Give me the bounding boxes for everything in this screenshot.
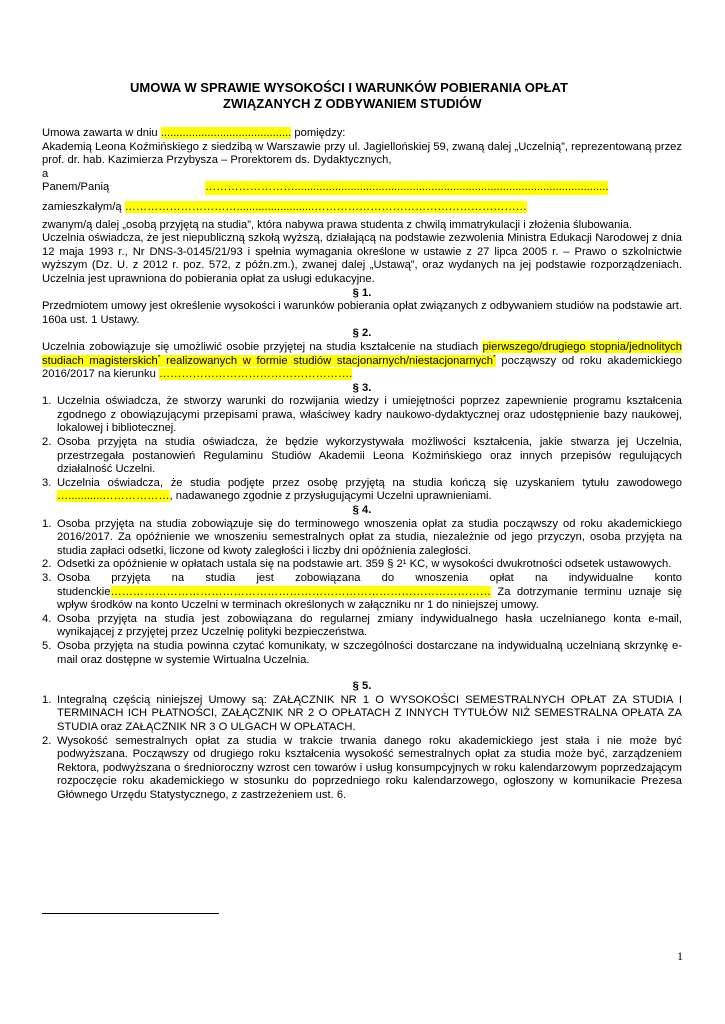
section-5-list [42,694,682,803]
document-title [130,80,670,112]
list-item: 3. Uczelnia oświadcza, że studia podjęte przez osobę przyjętą na studia kończą się uzyskaniem tytułu zawodowego …...........………………, nadawanego zgodnie z przysługującymi Uczelni uprawnieniami. [42,476,682,503]
section-4-heading: § 4. [352,504,372,517]
resident-label: zamieszkałym/ą [42,200,125,213]
list-item: 3. Osoba przyjęta na studia jest zobowiązana do wnoszenia opłat na indywidualne konto studenckie………………………………………………………………………………………… Za dotrzymanie terminu uznaje się wpływ środków na konto Uczelni w terminach określonych w załączniku nr 1 do niniejszej umowy. [42,572,682,612]
footnote-separator [42,913,219,914]
concluded-line [42,127,682,141]
section-1-text: Przedmiotem umowy jest określenie wysokości i warunków pobierania opłat związanych z odbywaniem studiów na podstawie art. 160a ust. 1 Ustawy. [42,300,682,326]
s2-text-a: Uczelnia zobowiązuje się umożliwić osobie przyjętej na studia kształcenie na studiach [42,340,483,353]
section-2-text [42,341,682,382]
title-line-1: UMOWA W SPRAWIE WYSOKOŚCI I WARUNKÓW POBIERANIA OPŁAT [130,80,568,95]
list-item: 2. Osoba przyjęta na studia oświadcza, że będzie wykorzystywała możliwości kształcenia, jakie stwarza jej Uczelnia, przestrzegała postanowień Regulaminu Studiów Akademii Leona Koźmińskiego oraz innych przepisów regulujących działalność Uczelni. [42,436,682,476]
declaration-paragraph: Uczelnia oświadcza, że jest niepubliczną szkołą wyższą, działającą na podstawie zezwolenia Ministra Edukacji Narodowej z dnia 12 maja 1993 r., Nr DNS-3-0145/21/93 i spełnia wymagania określone w ustawie z 27 lipca 2005 r. – Prawo o szkolnictwie wyższym (Dz. U. z 2012 r. poz. 572, z późn.zm.), zwanej dalej „Ustawą”, oraz wydanych na jej podstawie rozporządzeniach. Uczelnia jest uprawniona do pobierania opłat za usługi edukacyjne. [42,232,682,285]
section-3-list [42,395,682,504]
academy-paragraph: Akademią Leona Koźmińskiego z siedzibą w Warszawie przy ul. Jagiellońskiej 59, zwaną dalej „Uczelnią”, reprezentowaną przez prof. dr. hab. Kazimierza Przybysza – Prorektorem ds. Dydaktycznych, [42,140,682,167]
list-item: 5. Osoba przyjęta na studia powinna czytać komunikaty, w szczególności dostarczane na indywidualną uczelnianą skrzynkę e-mail oraz dostępne w systemie Wirtualna Uczelnia. [42,639,682,666]
section-3-heading: § 3. [352,381,372,394]
list-item: 2. Wysokość semestralnych opłat za studia w trakcie trwania danego roku akademickiego jest stała i nie może być podwyższana. Począwszy od drugiego roku kształcenia wysokość semestralnych opłat za studia może być, zarządzeniem Rektora, podwyższana o średnioroczny wzrost cen towarów i usług konsumpcyjnych w roku kalendarzowym poprzedzającym rozpoczęcie roku akademickiego w stosunku do poprzedniego roku kalendarzowego, ogłoszony w komunikacie Prezesa Głównego Urzędu Statystycznego, z zastrzeżeniem ust. 6. [42,734,682,801]
study-level-field[interactable]: pierwszego/drugiego stopnia/jednolitych studiach magisterskich* realizowanych w formie studiów stacjonarnych/niestacjonarnych* [42,340,682,367]
degree-title-field[interactable]: …...........……………… [57,490,170,503]
page-number: 1 [677,949,683,963]
section-2-heading: § 2. [352,327,372,340]
panem-row [42,181,682,195]
document-body [42,127,682,803]
field-of-study-field[interactable]: ……………………………………………. [158,368,353,381]
student-account-field[interactable]: ………………………………………………………………………………………… [110,585,491,598]
s2-text-b: począwszy od roku akademickiego 2016/2017 na kierunku [42,354,682,381]
panem-label: Panem/Panią [42,181,110,194]
called-paragraph: zwanym/ą dalej „osobą przyjętą na studia”, która nabywa prawa studenta z chwilą immatrykulacji i złożenia ślubowania. [42,218,633,231]
and-word: a [42,167,49,180]
list-item: 2. Odsetki za opóźnienie w opłatach ustala się na podstawie art. 359 § 2¹ KC, w wysokości dwukrotności odsetek ustawowych. [42,558,672,571]
resident-line [42,201,682,215]
section-1-heading: § 1. [352,286,372,299]
panem-field[interactable]: ……………………..................................................................................................... [205,181,609,194]
title-line-2: ZWIĄZANYCH Z ODBYWANIEM STUDIÓW [223,96,482,111]
section-4-list [42,518,682,668]
date-field[interactable]: .......................................... [160,127,292,139]
list-item: 4. Osoba przyjęta na studia jest zobowiązana do regularnej zmiany indywidualnego hasła uczelnianego konta e-mail, wynikającej z przyjętej przez Uczelnię polityki bezpieczeństwa. [42,612,682,639]
resident-field[interactable]: ………………………….........................………………………………………………… [124,200,527,213]
concluded-prefix: Umowa zawarta w dniu [42,127,161,139]
list-item: 1. Integralną częścią niniejszej Umowy są: ZAŁĄCZNIK NR 1 O WYSOKOŚCI SEMESTRALNYCH OPŁAT ZA STUDIA I TERMINACH ICH PŁATNOŚCI, ZAŁĄCZNIK NR 2 O OPŁATACH Z INNYCH TYTUŁÓW NIŻ SEMESTRALNA OPŁATA ZA STUDIA oraz ZAŁĄCZNIK NR 3 O ULGACH W OPŁATACH. [42,693,682,733]
list-item: 1. Uczelnia oświadcza, że stworzy warunki do rozwijania wiedzy i umiejętności poprzez zapewnienie programu kształcenia zgodnego z obowiązującymi przepisami prawa, właściwey kadry naukowo-dydaktycznej oraz udostępnienie bazy naukowej, lokalowej i bibliotecznej. [42,395,682,435]
concluded-suffix: pomiędzy: [291,127,346,139]
list-item: 1. Osoba przyjęta na studia zobowiązuje się do terminowego wnoszenia opłat za studia począwszy od roku akademickiego 2016/2017. Za opóźnienie we wnoszeniu semestralnych opłat za studia, niezależnie od jego przyczyn, osoba przyjęta na studia zapłaci odsetki, liczone od kwoty zaległości i liczby dni opóźnienia zaległości. [42,517,682,557]
section-5-heading: § 5. [352,680,372,693]
